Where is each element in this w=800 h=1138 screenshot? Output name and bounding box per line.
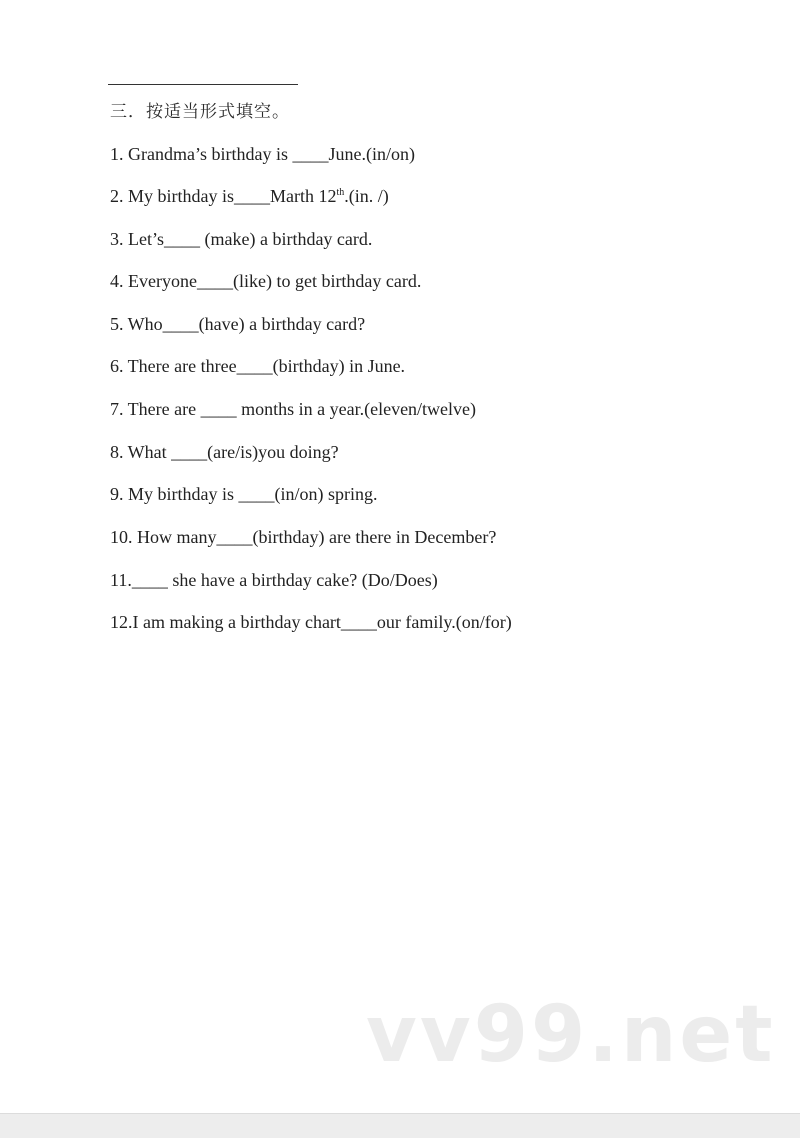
question-3: 3. Let’s____ (make) a birthday card. <box>110 229 373 249</box>
header-divider-line <box>108 84 298 85</box>
question-11: 11.____ she have a birthday cake? (Do/Does) <box>110 570 438 590</box>
question-7: 7. There are ____ months in a year.(eleven/twelve) <box>110 399 477 419</box>
question-5: 5. Who____(have) a birthday card? <box>110 314 366 334</box>
question-6: 6. There are three____(birthday) in June. <box>110 356 406 376</box>
question-9: 9. My birthday is ____(in/on) spring. <box>110 484 378 504</box>
question-2-text: 2. My birthday is____Marth 12 <box>110 186 337 206</box>
watermark-logo: vv99.net <box>366 990 776 1080</box>
question-1: 1. Grandma’s birthday is ____June.(in/on) <box>110 144 415 164</box>
question-4: 4. Everyone____(like) to get birthday card. <box>110 271 422 291</box>
page-bottom-edge <box>0 1113 800 1138</box>
question-12: 12.I am making a birthday chart____our family.(on/for) <box>110 612 512 632</box>
section-heading: 三．按适当形式填空。 <box>110 102 290 122</box>
question-10: 10. How many____(birthday) are there in December? <box>110 527 497 547</box>
question-2-text-end: .(in. /) <box>344 186 389 206</box>
question-2-superscript: th <box>336 187 345 198</box>
question-2 <box>110 185 389 207</box>
question-8: 8. What ____(are/is)you doing? <box>110 442 339 462</box>
